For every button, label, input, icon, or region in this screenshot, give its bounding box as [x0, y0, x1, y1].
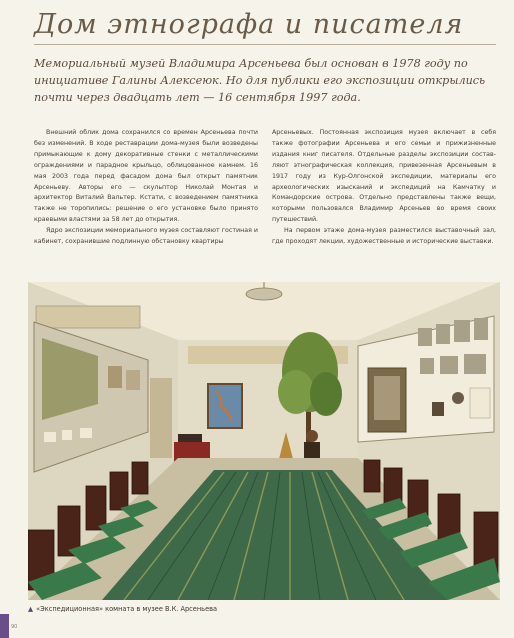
section-color-tab [0, 614, 9, 638]
caption-triangle-icon: ▲ [28, 605, 34, 613]
body-paragraph: Арсеньевых. Постоянная экспозиция музея включает в себя также фотографии Арсеньева и его семьи и прижизненные издания книг писателя. Отдельные разделы экспозиции составляют этнографическая коллекция, привезенная Арсеньевым в 1917 году из Кур-Олгонской экспедиции, материалы его археологических изысканий и экспедиций на Камчатку и Командорские острова. Отдельно представлены также вещи, которыми пользовался Владимир Арсеньев во время своих путешествий. [272, 129, 496, 224]
caption-text: «Экспедиционная» комната в музее В.К. Арсеньева [36, 605, 218, 613]
body-paragraph: На первом этаже дома-музея разместился выставочный зал, где проходят лекции, художественные и исторические выставки. [272, 227, 496, 246]
title-divider [34, 44, 496, 45]
page-title: Дом этнографа и писателя [34, 9, 464, 40]
body-paragraph: Внешний облик дома сохранился со времен Арсеньева почти без изменений. В ходе реставрации дома-музея были возведены примыкающие к дому декоративные стенки с металлическими ограждениями и парадное крыльцо, облицованное камнем. 16 мая 2003 года перед фасадом дома был открыт памятник Арсеньеву. Авторы его — скульптор Николай Монтая и архитектор Виталий Вальтер. Кстати, с возведением памятника также не торопились: решение о его установке было принято краевыми властями за 58 лет до открытия. [34, 129, 258, 224]
body-paragraph: Ядро экспозиции мемориального музея составляют гостиная и кабинет, сохранившие подлинную обстановку квартиры [34, 227, 258, 246]
left-column [34, 128, 258, 274]
photo-caption [28, 604, 488, 614]
page-number: 90 [11, 624, 18, 630]
body-columns [34, 128, 496, 274]
right-column [272, 128, 496, 274]
lead-paragraph: Мемориальный музей Владимира Арсеньева был основан в 1978 году по инициативе Галины Алексеюк. Но для публики его экспозиции открылись почти через двадцать лет — 16 сентября 1997 года. [34, 57, 486, 104]
museum-room-photo [28, 282, 500, 600]
